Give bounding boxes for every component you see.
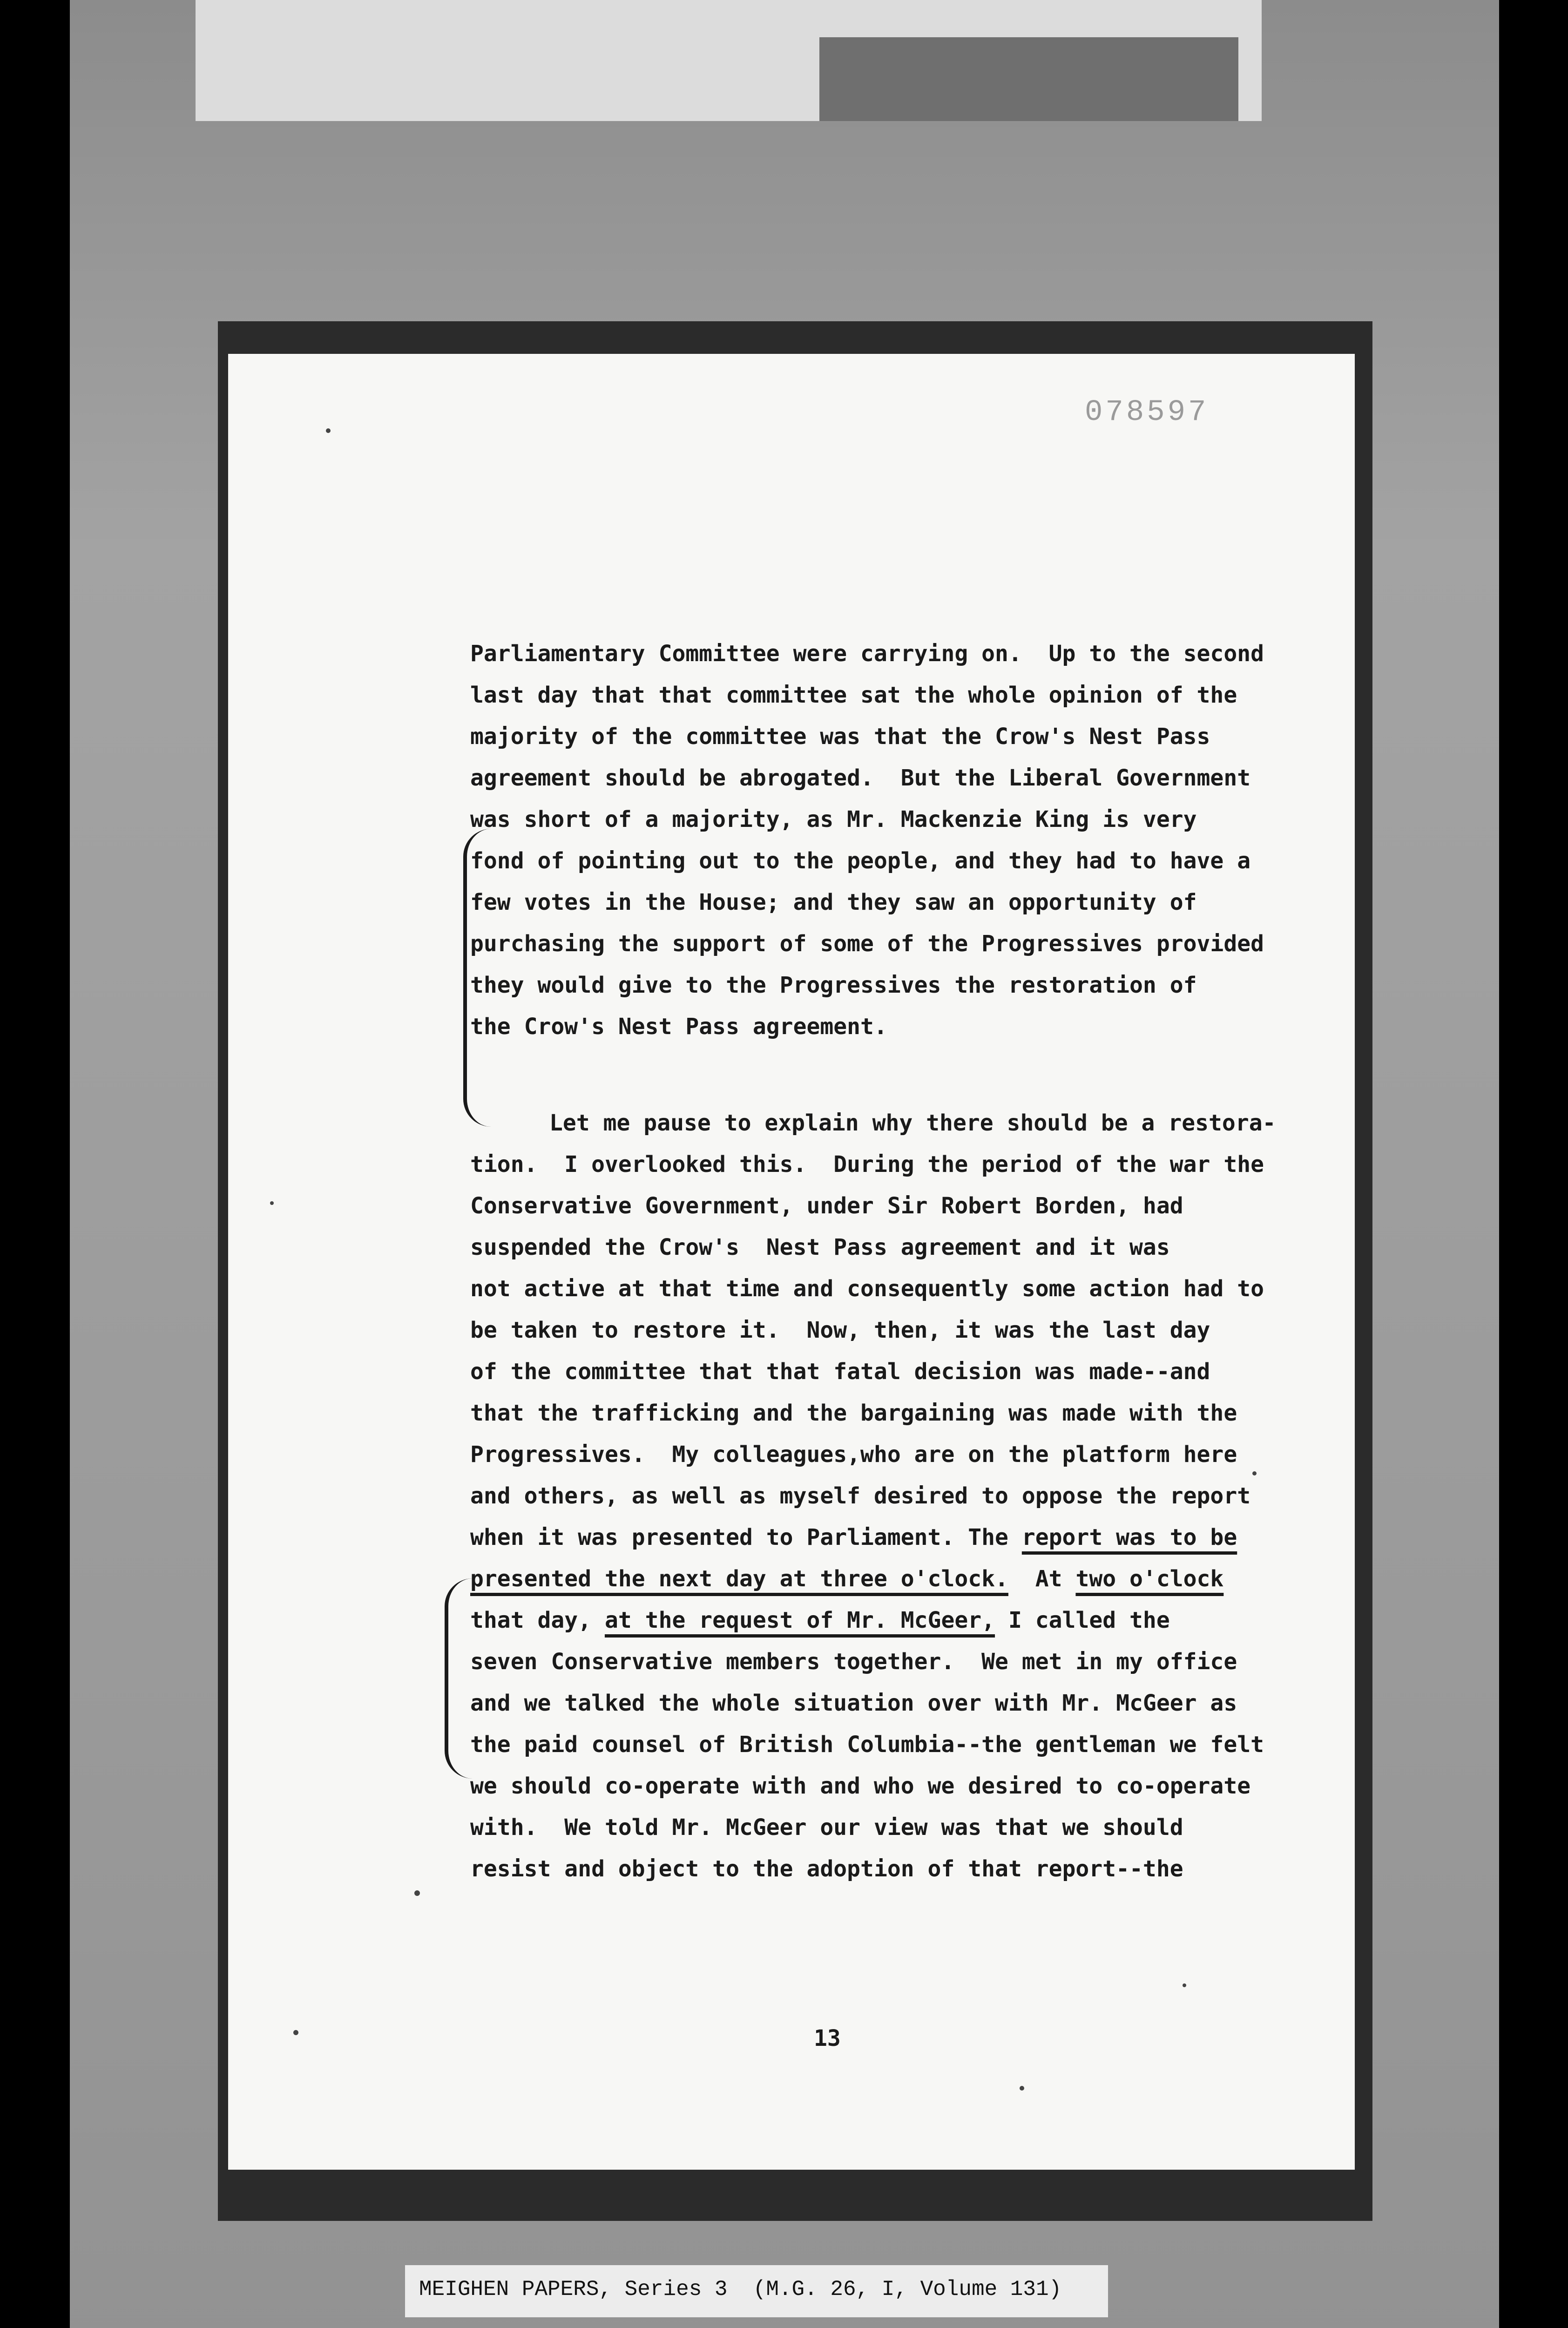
text-line: tion. I overlooked this. During the period of the war the xyxy=(470,1151,1264,1178)
underlined-phrase: report was to be xyxy=(1021,1524,1237,1550)
typewritten-page xyxy=(228,354,1355,2170)
text-line: Let me pause to explain why there should be a restora- xyxy=(549,1110,1276,1136)
text-line: Progressives. My colleagues,who are on the platform here xyxy=(470,1441,1237,1468)
text-line: agreement should be abrogated. But the Liberal Government xyxy=(470,765,1251,791)
speck xyxy=(270,1201,274,1205)
text-line: of the committee that that fatal decision was made--and xyxy=(470,1359,1210,1385)
text-line: suspended the Crow's Nest Pass agreement and it was xyxy=(470,1234,1170,1260)
reference-label xyxy=(405,2265,1108,2317)
speck xyxy=(414,1890,420,1896)
text-segment: that day, xyxy=(470,1607,605,1633)
reference-label-text: MEIGHEN PAPERS, Series 3 (M.G. 26, I, Volume 131) xyxy=(419,2277,1062,2301)
text-line: be taken to restore it. Now, then, it was the last day xyxy=(470,1317,1210,1343)
paragraph-2 xyxy=(470,1103,1308,1890)
text-line: last day that that committee sat the whole opinion of the xyxy=(470,682,1237,708)
text-line: was short of a majority, as Mr. Mackenzie King is very xyxy=(470,806,1197,832)
text-line: and we talked the whole situation over with Mr. McGeer as xyxy=(470,1690,1237,1716)
text-line: that the trafficking and the bargaining was made with the xyxy=(470,1400,1237,1426)
text-line: Conservative Government, under Sir Robert Borden, had xyxy=(470,1193,1183,1219)
text-line: and others, as well as myself desired to oppose the report xyxy=(470,1483,1251,1509)
text-line: they would give to the Progressives the restoration of xyxy=(470,972,1197,998)
text-line: Parliamentary Committee were carrying on. Up to the second xyxy=(470,641,1264,667)
text-line: seven Conservative members together. We met in my office xyxy=(470,1649,1237,1675)
text-line: purchasing the support of some of the Progressives provided xyxy=(470,931,1264,957)
speck xyxy=(1183,1983,1186,1987)
text-line: the paid counsel of British Columbia--the gentleman we felt xyxy=(470,1732,1264,1758)
text-line: fond of pointing out to the people, and they had to have a xyxy=(470,848,1251,874)
page-number: 13 xyxy=(814,2025,841,2051)
text-line xyxy=(470,1600,1308,1641)
text-segment: when it was presented to Parliament. The xyxy=(470,1524,1022,1550)
text-line: majority of the committee was that the Crow's Nest Pass xyxy=(470,724,1210,750)
text-line: we should co-operate with and who we desired to co-operate xyxy=(470,1773,1251,1799)
text-line: few votes in the House; and they saw an opportunity of xyxy=(470,889,1197,915)
paragraph-1 xyxy=(470,633,1308,1048)
speck xyxy=(1020,2086,1024,2091)
paragraph-gap xyxy=(470,1048,1308,1103)
text-line: with. We told Mr. McGeer our view was that we should xyxy=(470,1814,1183,1841)
underlined-phrase: presented the next day at three o'clock. xyxy=(470,1566,1008,1592)
speck xyxy=(293,2030,298,2035)
body-text xyxy=(470,633,1308,1890)
text-line: resist and object to the adoption of that report--the xyxy=(470,1856,1183,1882)
text-segment: At xyxy=(1008,1566,1076,1592)
top-card-edge xyxy=(196,0,1262,121)
top-card-band xyxy=(819,37,1238,121)
text-line xyxy=(470,1517,1308,1558)
document-stamp-number: 078597 xyxy=(1085,396,1209,429)
underlined-phrase: at the request of Mr. McGeer, xyxy=(604,1607,995,1633)
speck xyxy=(326,428,331,433)
text-segment: I called the xyxy=(995,1607,1170,1633)
text-line: the Crow's Nest Pass agreement. xyxy=(470,1014,887,1040)
text-line xyxy=(470,1558,1308,1600)
text-line: not active at that time and consequently some action had to xyxy=(470,1276,1264,1302)
underlined-phrase: two o'clock xyxy=(1075,1566,1224,1592)
